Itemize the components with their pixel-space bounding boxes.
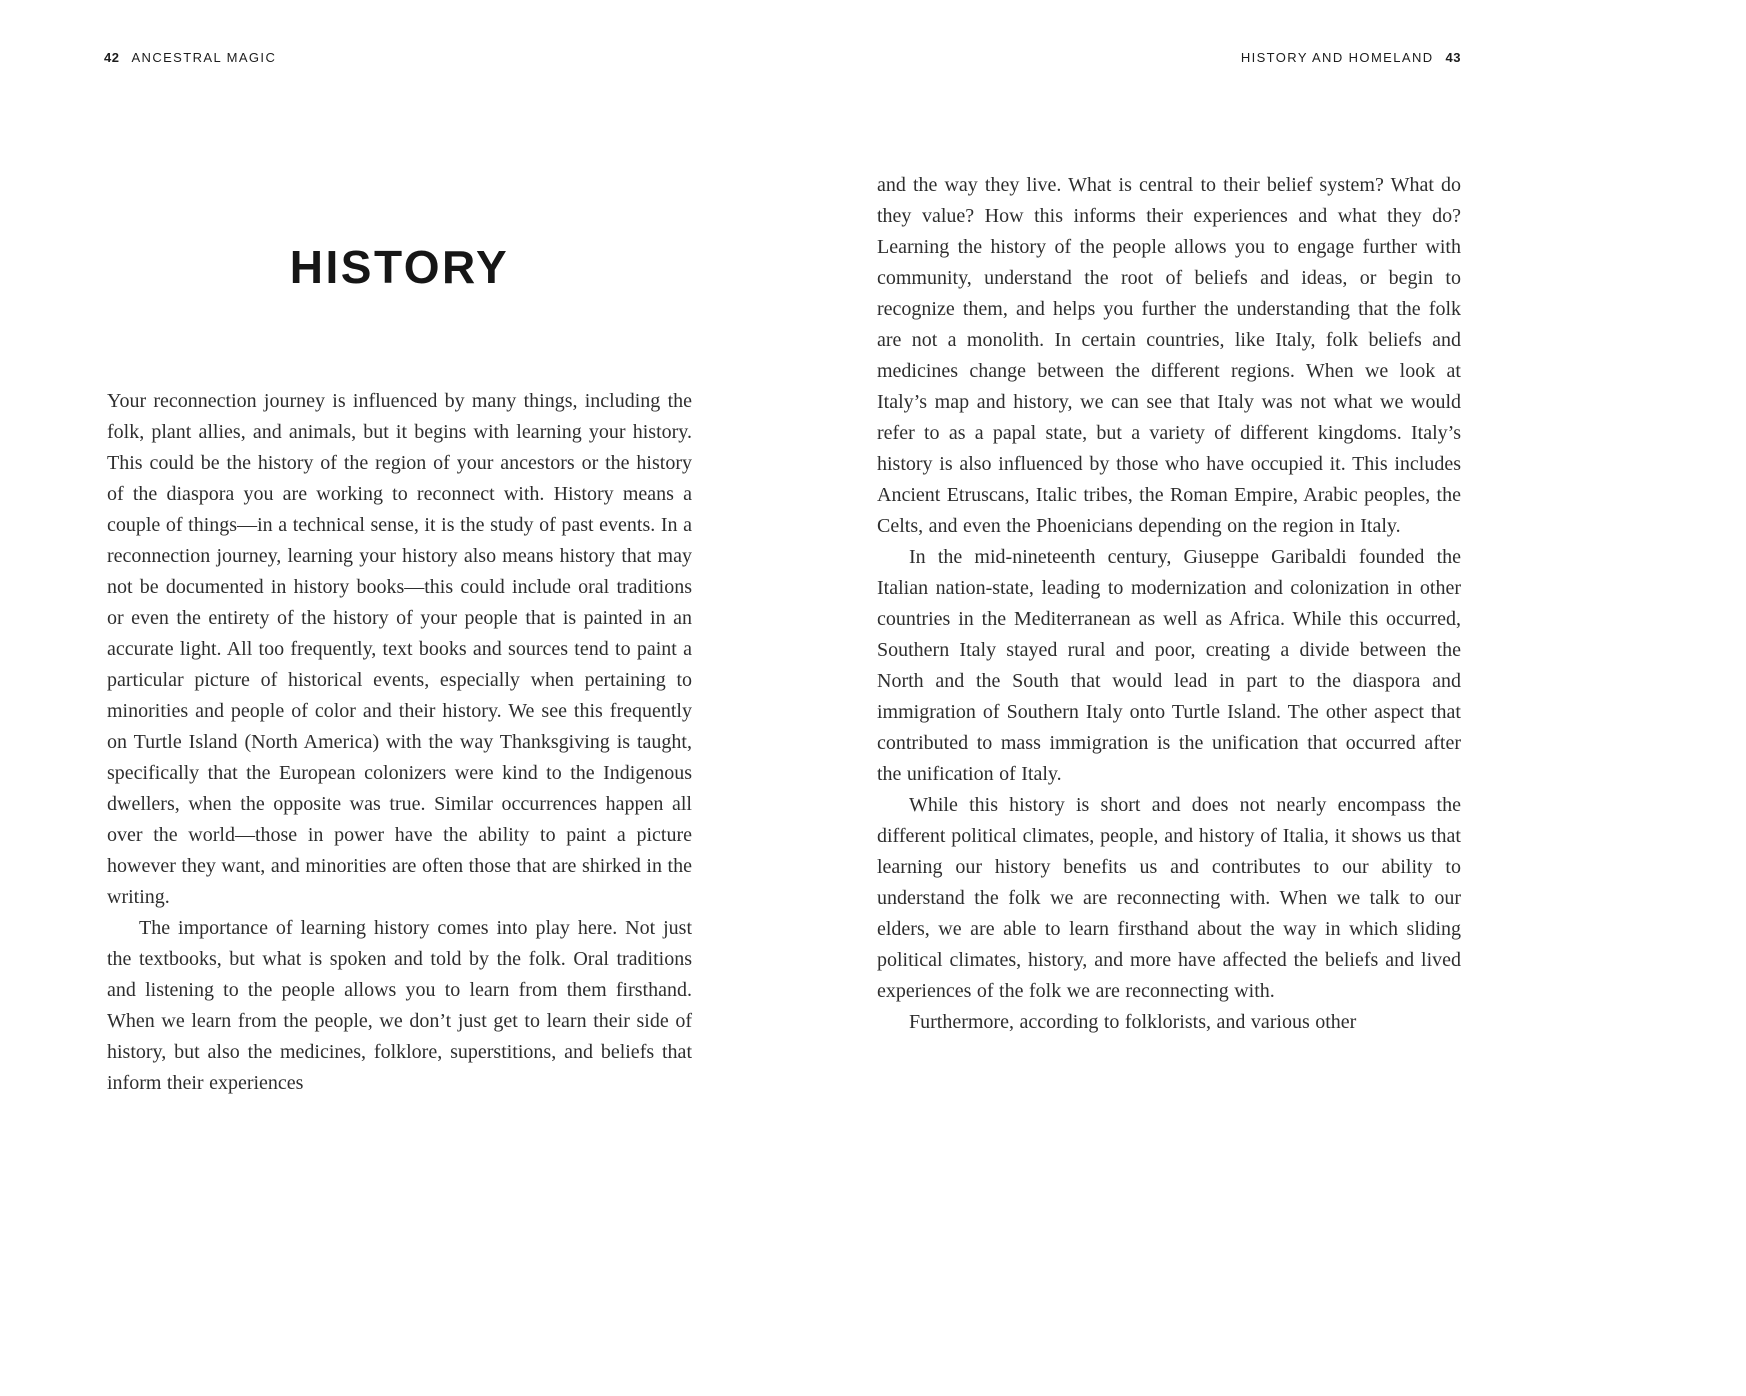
- left-page-text-column: [107, 386, 692, 1099]
- right-running-title: HISTORY AND HOMELAND: [1240, 50, 1434, 65]
- right-page-text-column: [877, 170, 1461, 1038]
- right-paragraph-3: While this history is short and does not nearly encompass the different political climates, people, and history of Italia, it shows us that learning our history benefits us and contributes to our ability to understand the folk we are reconnecting with. When we talk to our elders, we are able to learn firsthand about the way in which sliding political climates, history, and more have affected the beliefs and lived experiences of the folk we are reconnecting with.: [877, 794, 1461, 1002]
- right-paragraph-4: Furthermore, according to folklorists, and various other: [909, 1011, 1357, 1033]
- left-page-number: 42: [104, 50, 120, 65]
- chapter-title: HISTORY: [289, 241, 510, 293]
- right-running-header: [1241, 50, 1461, 65]
- left-running-title: ANCESTRAL MAGIC: [131, 50, 277, 65]
- left-paragraph-2: The importance of learning history comes into play here. Not just the textbooks, but what is spoken and told by the folk. Oral traditions and listening to the people allows you to learn from them firsthand. When we learn from the people, we don’t just get to learn their side of history, but also the medicines, folklore, superstitions, and beliefs that inform their experiences: [107, 917, 692, 1094]
- left-paragraph-1: Your reconnection journey is influenced by many things, including the folk, plant allies, and animals, but it begins with learning your history. This could be the history of the region of your ancestors or the history of the diaspora you are working to reconnect with. History means a couple of things—in a technical sense, it is the study of past events. In a reconnection journey, learning your history also means history that may not be documented in history books—this could include oral traditions or even the entirety of the history of your people that is painted in an accurate light. All too frequently, text books and sources tend to paint a particular picture of historical events, especially when pertaining to minorities and people of color and their history. We see this frequently on Turtle Island (North America) with the way Thanksgiving is taught, specifically that the European colonizers were kind to the Indigenous dwellers, when the opposite was true. Similar occurrences happen all over the world—those in power have the ability to paint a picture however they want, and minorities are often those that are shirked in the writing.: [107, 390, 692, 908]
- left-running-header: [104, 50, 276, 65]
- right-paragraph-2: In the mid-nineteenth century, Giuseppe Garibaldi founded the Italian nation-state, leading to modernization and colonization in other countries in the Mediterranean as well as Africa. While this occurred, Southern Italy stayed rural and poor, creating a divide between the North and the South that would lead in part to the diaspora and immigration of Southern Italy onto Turtle Island. The other aspect that contributed to mass immigration is the unification that occurred after the unification of Italy.: [877, 546, 1461, 785]
- right-paragraph-1: and the way they live. What is central to their belief system? What do they value? How this informs their experiences and what they do? Learning the history of the people allows you to engage further with community, understand the root of beliefs and ideas, or begin to recognize them, and helps you further the understanding that the folk are not a monolith. In certain countries, like Italy, folk beliefs and medicines change between the different regions. When we look at Italy’s map and history, we can see that Italy was not what we would refer to as a papal state, but a variety of different kingdoms. Italy’s history is also influenced by those who have occupied it. This includes Ancient Etruscans, Italic tribes, the Roman Empire, Arabic peoples, the Celts, and even the Phoenicians depending on the region in Italy.: [877, 174, 1461, 537]
- right-page-number: 43: [1445, 50, 1461, 65]
